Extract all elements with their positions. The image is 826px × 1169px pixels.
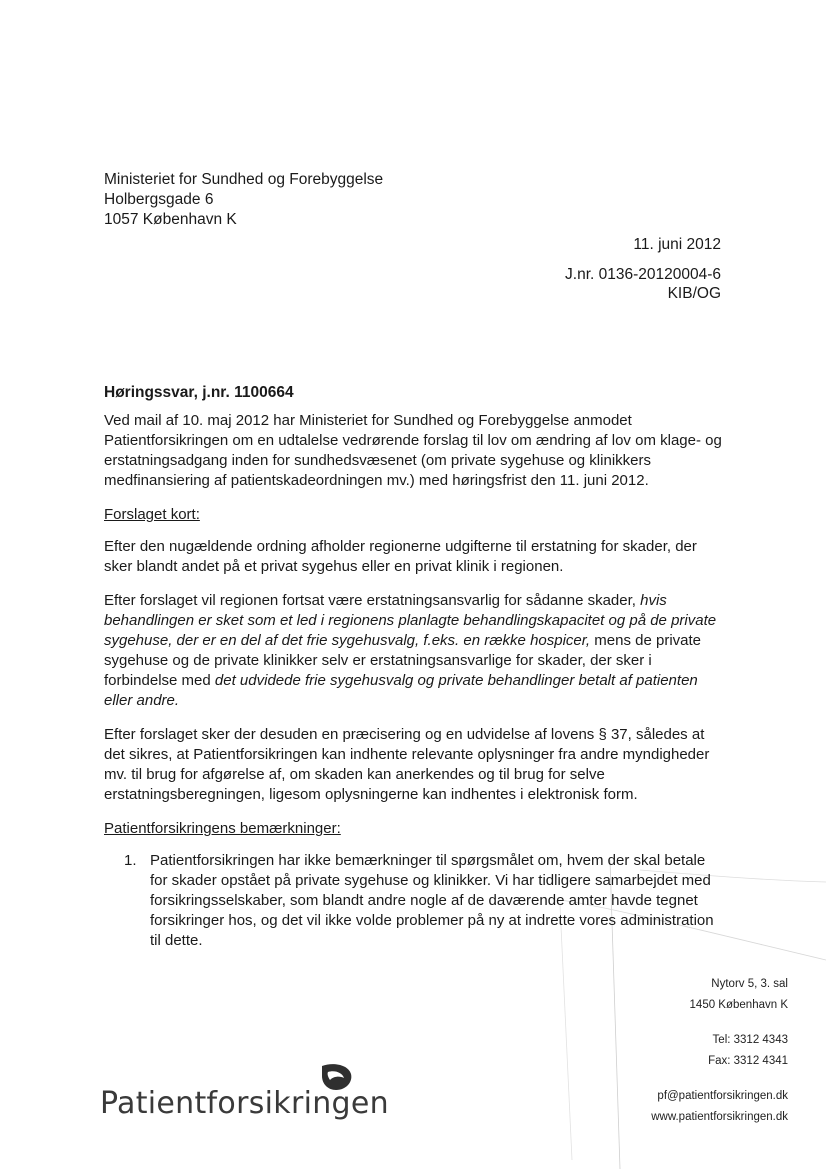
reference-block	[565, 265, 721, 303]
section-heading-remarks: Patientforsikringens bemærkninger:	[104, 820, 341, 837]
initials: KIB/OG	[667, 285, 721, 302]
contact-fax: Fax: 3312 4341	[708, 1055, 788, 1067]
list-item-text: Patientforsikringen har ikke bemærkninger til spørgsmålet om, hvem der skal betale for skader opstået på private sygehuse og klinikker. Vi har tidligere samarbejdet med forsikringsselskaber, som blandt andre nogle af de daværende amter havde tegnet forsikringer hos, og det vil ikke volde problemer på ny at indrette vores administration til dette.	[150, 852, 714, 949]
list-item	[124, 851, 722, 951]
list-item-number: 1.	[124, 852, 137, 869]
proposal-text-d: det udvidede frie sygehusvalg og private behandlinger betalt af patienten eller andre.	[104, 672, 698, 709]
journal-number: J.nr. 0136-20120004-6	[565, 266, 721, 283]
proposal-text-c: mens de private sygehuse og de private klinikker selv er erstatningsansvarlige for skader, der sker i forbindelse med	[104, 632, 701, 689]
letter-date: 11. juni 2012	[633, 236, 721, 253]
proposal-text-a: Efter forslaget vil regionen fortsat være erstatningsansvarlig for sådanne skader,	[104, 592, 641, 609]
recipient-address	[104, 170, 383, 230]
section-heading-summary: Forslaget kort:	[104, 506, 200, 523]
recipient-name: Ministeriet for Sundhed og Forebyggelse	[104, 171, 384, 188]
recipient-street: Holbergsgade 6	[104, 191, 214, 208]
contact-street: Nytorv 5, 3. sal	[711, 978, 788, 990]
paragraph-intro: Ved mail af 10. maj 2012 har Ministeriet for Sundhed og Forebyggelse anmodet Patientforsikringen om en udtalelse vedrørende forslag til lov om ændring af lov om klage- og erstatningsadgang inden for sundhedsvæsenet (om private sygehuse og klinikkers medfinansiering af patientskadeordningen mv.) med høringsfrist den 11. juni 2012.	[104, 412, 722, 489]
paragraph-section-37: Efter forslaget sker der desuden en præcisering og en udvidelse af lovens § 37, således at det sikres, at Patientforsikringen kan indhente relevante oplysninger fra andre myndigheder mv. til brug for afgørelse af, om skaden kan anerkendes og til brug for selve erstatningsberegningen, ligesom oplysningerne kan indhentes i elektronisk form.	[104, 726, 710, 803]
contact-web: www.patientforsikringen.dk	[651, 1111, 788, 1123]
paragraph-current-scheme: Efter den nugældende ordning afholder regionerne udgifterne til erstatning for skader, der sker blandt andet på et privat sygehus eller en privat klinik i regionen.	[104, 538, 697, 575]
contact-city: 1450 København K	[689, 999, 788, 1011]
recipient-city: 1057 København K	[104, 211, 237, 228]
proposal-text-b: hvis behandlingen er sket som et led i regionens planlagte behandlingskapacitet og på de private sygehuse, der er en del af det frie sygehusvalg, f.eks. en række hospicer,	[104, 592, 717, 649]
letter-body	[104, 411, 722, 951]
paragraph-proposal	[104, 591, 722, 711]
contact-email: pf@patientforsikringen.dk	[657, 1090, 788, 1102]
subject-line: Høringssvar, j.nr. 1100664	[104, 384, 294, 401]
contact-tel: Tel: 3312 4343	[712, 1034, 788, 1046]
logo-wordmark: Patientforsikringen	[100, 1086, 389, 1121]
contact-block	[651, 974, 788, 1128]
